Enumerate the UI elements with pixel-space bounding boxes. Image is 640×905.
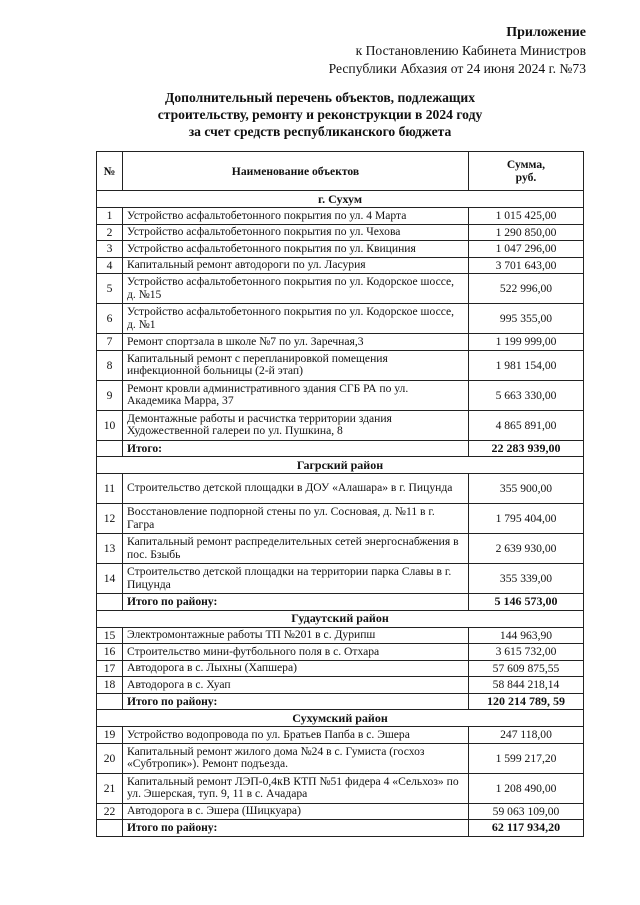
object-sum: 3 615 732,00 <box>469 644 584 661</box>
table-row <box>97 224 584 241</box>
row-number: 22 <box>97 803 123 820</box>
table-row <box>97 727 584 744</box>
section-header-row <box>97 457 584 474</box>
object-sum: 1 290 850,00 <box>469 224 584 241</box>
object-sum: 522 996,00 <box>469 274 584 304</box>
row-number: 15 <box>97 627 123 644</box>
object-sum: 995 355,00 <box>469 304 584 334</box>
object-sum: 4 865 891,00 <box>469 410 584 440</box>
object-name: Устройство водопровода по ул. Братьев Папба в с. Эшера <box>123 727 469 744</box>
total-num-cell <box>97 440 123 457</box>
row-number: 13 <box>97 534 123 564</box>
object-name: Демонтажные работы и расчистка территории здания Художественной галереи по ул. Пушкина, 8 <box>123 410 469 440</box>
object-name: Капитальный ремонт автодороги по ул. Ласурия <box>123 257 469 274</box>
row-number: 19 <box>97 727 123 744</box>
object-sum: 1 208 490,00 <box>469 773 584 803</box>
total-sum: 62 117 934,20 <box>469 820 584 837</box>
document-title <box>0 89 640 140</box>
object-sum: 59 063 109,00 <box>469 803 584 820</box>
row-number: 9 <box>97 380 123 410</box>
table-row <box>97 773 584 803</box>
table-row <box>97 627 584 644</box>
object-sum: 355 339,00 <box>469 564 584 594</box>
title-line-1: Дополнительный перечень объектов, подлежащих <box>164 90 475 105</box>
total-sum: 22 283 939,00 <box>469 440 584 457</box>
table-row <box>97 534 584 564</box>
appendix-title: Приложение <box>506 25 586 40</box>
total-label: Итого по району: <box>123 693 469 710</box>
object-sum: 1 599 217,20 <box>469 743 584 773</box>
title-line-3: за счет средств республиканского бюджета <box>188 124 452 139</box>
row-number: 18 <box>97 677 123 694</box>
section-total-row <box>97 594 584 611</box>
table-row <box>97 208 584 225</box>
row-number: 1 <box>97 208 123 225</box>
object-sum: 5 663 330,00 <box>469 380 584 410</box>
object-name: Строительство мини-футбольного поля в с. Отхара <box>123 644 469 661</box>
total-label: Итого по району: <box>123 820 469 837</box>
table-row <box>97 410 584 440</box>
row-number: 11 <box>97 474 123 504</box>
header-name: Наименование объектов <box>123 152 469 191</box>
table-row <box>97 304 584 334</box>
table-row <box>97 504 584 534</box>
table-row <box>97 803 584 820</box>
section-title: Гагрский район <box>97 457 584 474</box>
object-sum: 247 118,00 <box>469 727 584 744</box>
object-name: Капитальный ремонт жилого дома №24 в с. Гумиста (госхоз «Субтропик»). Ремонт подъезда. <box>123 743 469 773</box>
row-number: 8 <box>97 350 123 380</box>
table-row <box>97 474 584 504</box>
total-sum: 120 214 789, 59 <box>469 693 584 710</box>
total-label: Итого по району: <box>123 594 469 611</box>
appendix-line-date: Республики Абхазия от 24 июня 2024 г. №73 <box>328 61 586 76</box>
object-name: Автодорога в с. Хуап <box>123 677 469 694</box>
table-body <box>97 191 584 837</box>
table-row <box>97 274 584 304</box>
header-sum <box>469 152 584 191</box>
row-number: 16 <box>97 644 123 661</box>
section-total-row <box>97 440 584 457</box>
total-num-cell <box>97 693 123 710</box>
total-sum: 5 146 573,00 <box>469 594 584 611</box>
total-label: Итого: <box>123 440 469 457</box>
appendix-line-decree: к Постановлению Кабинета Министров <box>355 43 586 58</box>
object-name: Устройство асфальтобетонного покрытия по ул. Кодорское шоссе, д. №15 <box>123 274 469 304</box>
table-row <box>97 660 584 677</box>
section-title: Сухумский район <box>97 710 584 727</box>
object-sum: 1 981 154,00 <box>469 350 584 380</box>
object-name: Ремонт кровли административного здания СГБ РА по ул. Академика Марра, 37 <box>123 380 469 410</box>
objects-table <box>96 151 584 837</box>
object-sum: 1 795 404,00 <box>469 504 584 534</box>
row-number: 17 <box>97 660 123 677</box>
header-sum-line-2: руб. <box>515 171 537 184</box>
row-number: 12 <box>97 504 123 534</box>
table-row <box>97 644 584 661</box>
row-number: 4 <box>97 257 123 274</box>
section-header-row <box>97 610 584 627</box>
object-name: Автодорога в с. Лыхны (Хапшера) <box>123 660 469 677</box>
object-name: Устройство асфальтобетонного покрытия по ул. 4 Марта <box>123 208 469 225</box>
row-number: 2 <box>97 224 123 241</box>
row-number: 7 <box>97 334 123 351</box>
table-row <box>97 350 584 380</box>
object-name: Автодорога в с. Эшера (Шицкуара) <box>123 803 469 820</box>
table-row <box>97 257 584 274</box>
total-num-cell <box>97 820 123 837</box>
section-header-row <box>97 710 584 727</box>
object-sum: 3 701 643,00 <box>469 257 584 274</box>
section-total-row <box>97 820 584 837</box>
object-name: Капитальный ремонт распределительных сетей энергоснабжения в пос. Бзыбь <box>123 534 469 564</box>
object-sum: 355 900,00 <box>469 474 584 504</box>
title-line-2: строительству, ремонту и реконструкции в 2024 году <box>157 107 483 122</box>
section-title: г. Сухум <box>97 191 584 208</box>
object-sum: 1 047 296,00 <box>469 241 584 258</box>
object-name: Устройство асфальтобетонного покрытия по ул. Кодорское шоссе, д. №1 <box>123 304 469 334</box>
table-row <box>97 380 584 410</box>
header-num: № <box>97 152 123 191</box>
table-row <box>97 743 584 773</box>
object-sum: 144 963,90 <box>469 627 584 644</box>
table-row <box>97 564 584 594</box>
object-name: Строительство детской площадки в ДОУ «Алашара» в г. Пицунда <box>123 474 469 504</box>
table-row <box>97 334 584 351</box>
object-name: Ремонт спортзала в школе №7 по ул. Заречная,3 <box>123 334 469 351</box>
row-number: 20 <box>97 743 123 773</box>
header-sum-line-1: Сумма, <box>506 158 546 171</box>
row-number: 21 <box>97 773 123 803</box>
table-header-row <box>97 152 584 191</box>
table-row <box>97 677 584 694</box>
row-number: 6 <box>97 304 123 334</box>
object-sum: 1 015 425,00 <box>469 208 584 225</box>
object-sum: 58 844 218,14 <box>469 677 584 694</box>
total-num-cell <box>97 594 123 611</box>
object-name: Строительство детской площадки на территории парка Славы в г. Пицунда <box>123 564 469 594</box>
object-name: Восстановление подпорной стены по ул. Сосновая, д. №11 в г. Гагра <box>123 504 469 534</box>
section-header-row <box>97 191 584 208</box>
object-sum: 2 639 930,00 <box>469 534 584 564</box>
object-sum: 57 609 875,55 <box>469 660 584 677</box>
section-total-row <box>97 693 584 710</box>
object-name: Устройство асфальтобетонного покрытия по ул. Квициния <box>123 241 469 258</box>
table-row <box>97 241 584 258</box>
section-title: Гудаутский район <box>97 610 584 627</box>
row-number: 14 <box>97 564 123 594</box>
row-number: 3 <box>97 241 123 258</box>
object-name: Капитальный ремонт ЛЭП-0,4кВ КТП №51 фидера 4 «Сельхоз» по ул. Эшерская, туп. 9, 11 в с. Ачадара <box>123 773 469 803</box>
object-sum: 1 199 999,00 <box>469 334 584 351</box>
object-name: Устройство асфальтобетонного покрытия по ул. Чехова <box>123 224 469 241</box>
object-name: Капитальный ремонт с перепланировкой помещения инфекционной больницы (2-й этап) <box>123 350 469 380</box>
object-name: Электромонтажные работы ТП №201 в с. Дурипш <box>123 627 469 644</box>
row-number: 10 <box>97 410 123 440</box>
row-number: 5 <box>97 274 123 304</box>
appendix-header <box>329 24 586 78</box>
